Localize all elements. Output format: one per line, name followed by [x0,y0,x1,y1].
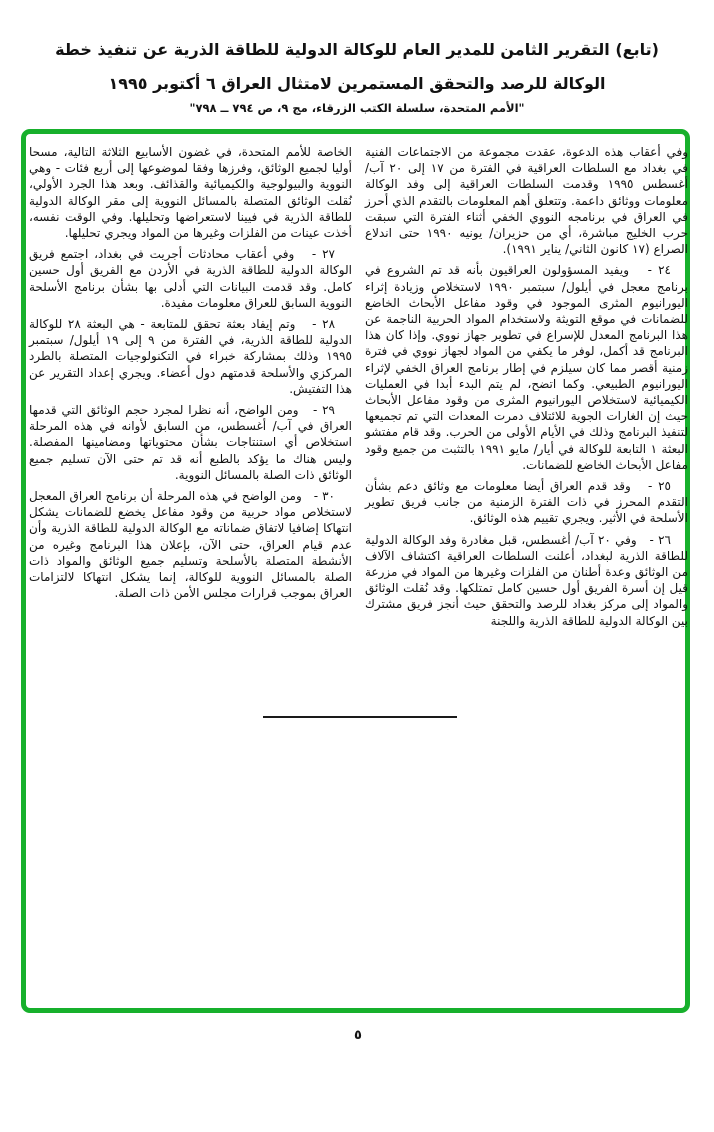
paragraph: وفي أعقاب هذه الدعوة، عقدت مجموعة من الاجتماعات الفنية في بغداد مع السلطات العراقية في الفترة من ١٧ إلى ٢٠ آب/ أغسطس ١٩٩٥ وقدمت السلطات العراقية إلى وفد الوكالة معلومات ووثائق داعمة. وتتعلق أهم المعلومات بالتقدم الذي أحرز في العراق في برنامجه النووي الخفي أثناء الفترة التي سبقت حرب الخليج مباشرة، أي من حزيران/ يونيه ١٩٩٠ حتى اندلاع الصراع (١٧ كانون الثاني/ يناير ١٩٩١). [365,145,688,257]
document-title-line1: (تابع) التقرير الثامن للمدير العام للوكالة الدولية للطاقة الذرية عن تنفيذ خطة [55,40,659,59]
paragraph: ٢٩ - ومن الواضح، أنه نظرا لمجرد حجم الوثائق التي قدمها العراق في آب/ أغسطس، من السابق لأوانه في هذه المرحلة استخلاص أي استنتاجات بشأن محتوياتها ومضامينها المفصلة. وليس هناك ما يؤكد بالطبع أنه قد تم حتى الآن تسليم جميع الوثائق ذات الصلة بالمسائل النووية. [29,403,352,482]
document-title-line2: الوكالة للرصد والتحقق المستمرين لامتثال العراق ٦ أكتوبر ١٩٩٥ [108,74,606,93]
page-number: ٥ [354,1028,362,1043]
paragraph: ٢٧ - وفي أعقاب محادثات أجريت في بغداد، اجتمع فريق الوكالة الدولية للطاقة الذرية في الأردن مع الفريق أول حسين كامل. وقد قدمت البيانات التي أدلى بها بشأن برنامج الأسلحة النووية السابق للعراق معلومات مفيدة. [29,247,352,310]
paragraph: ٢٦ - وفي ٢٠ آب/ أغسطس، قبل مغادرة وفد الوكالة الدولية للطاقة الذرية لبغداد، أعلنت السلطات العراقية اكتشاف الآلاف من الوثائق وعدة أطنان من الفلزات وغيرها من المواد في مزرعة قيل إن أسرة الفريق أول حسين كامل تمتلكها. وقد نُقلت الوثائق والمواد إلى مركز بغداد للرصد والتحقق حيث أنجز فريق مشترك بين الوكالة الدولية للطاقة الذرية واللجنة [365,532,688,628]
paragraph: الخاصة للأمم المتحدة، في غضون الأسابيع الثلاثة التالية، مسحا أوليا لجميع الوثائق، وفرزها وفقا لموضوعها إلى أربع فئات - وهي النووية والبيولوجية والكيميائية والقذائف. وبعد هذا الجرد الأولي، نُقلت الوثائق المتصلة بالمسائل النووية إلى مقر الوكالة الدولية للطاقة الذرية في فيينا لاستعراضها وتحليلها. وفي الوقت نفسه، أخذت عينات من الفلزات وغيرها من المواد ويجري تحليلها. [29,145,352,241]
paragraph: ٢٨ - وتم إيفاد بعثة تحقق للمتابعة - هي البعثة ٢٨ للوكالة الدولية للطاقة الذرية، في الفترة من ٩ إلى ١٩ أيلول/ سبتمبر ١٩٩٥ وذلك بمشاركة خبراء في التكنولوجيات المتصلة بالطرد المركزي والأسلحة قدمتهم دول أعضاء. ويجري إعداد التقرير عن هذا التفتيش. [29,317,352,396]
paragraph: ٢٥ - وقد قدم العراق أيضا معلومات مع وثائق دعم بشأن التقدم المحرز في ذات الفترة الزمنية من جانب فريق تطوير الأسلحة في الأثير. ويجري تقييم هذه الوثائق. [365,479,688,526]
footnote-divider-rule [263,716,457,718]
paragraph: ٢٤ - ويفيد المسؤولون العراقيون بأنه قد تم الشروع في برنامج معجل في أيلول/ سبتمبر ١٩٩٠ لاستخلاص وزيادة إثراء اليورانيوم المثرى الموجود في وقود مفاعل الأبحاث الخاضع للضمانات في موقع التويثة ولاستخدام المواد الحربية الناجمة عن هذا البرنامج المعدل للإسراع في تطوير جهاز نووي. وإذا كان هذا البرنامج قد أكمل، لوفر ما يكفي من المواد لجهاز نووي في فترة زمنية أقصر مما كان سيلزم في إطار برنامج العراق الخفي لإثراء اليورانيوم الطبيعي. وكما اتضح، لم يتم البدء أبدا في العمليات الكيميائية لاستخلاص اليورانيوم المثرى من وقود مفاعل الأبحاث حيث إن الغارات الجوية للائتلاف دمرت المعدات التي تم تجميعها لتنفيذ البرنامج وذلك في الأيام الأولى من الحرب. وقد قام مفتشو البعثة ١ التابعة للوكالة في أيار/ مايو ١٩٩١ بالتثبت من جميع وقود مفاعل الأبحاث الخاضع للضمانات. [365,263,688,472]
text-column-right [365,144,688,629]
paragraph: ٣٠ - ومن الواضح في هذه المرحلة أن برنامج العراق المعجل لاستخلاص مواد حربية من وقود مفاعل يخضع للضمانات يشكل انتهاكا إضافيا لاتفاق ضماناته مع الوكالة الدولية للطاقة الذرية وأن عدم قيام العراق، حتى الآن، بإعلان هذا البرنامج وغيره من الأنشطة المتصلة بالأسلحة وتسليم جميع الوثائق والمواد ذات الصلة بالمسائل النووية للوكالة، إنما يشكل انتهاكا لالتزامات العراق بموجب قرارات مجلس الأمن ذات الصلة. [29,489,352,601]
two-column-text-area [28,144,688,629]
document-source-citation: "الأمم المتحدة، سلسلة الكتب الزرقاء، مج ٩، ص ٧٩٤ ــ ٧٩٨" [189,101,525,115]
text-column-left [29,144,352,601]
